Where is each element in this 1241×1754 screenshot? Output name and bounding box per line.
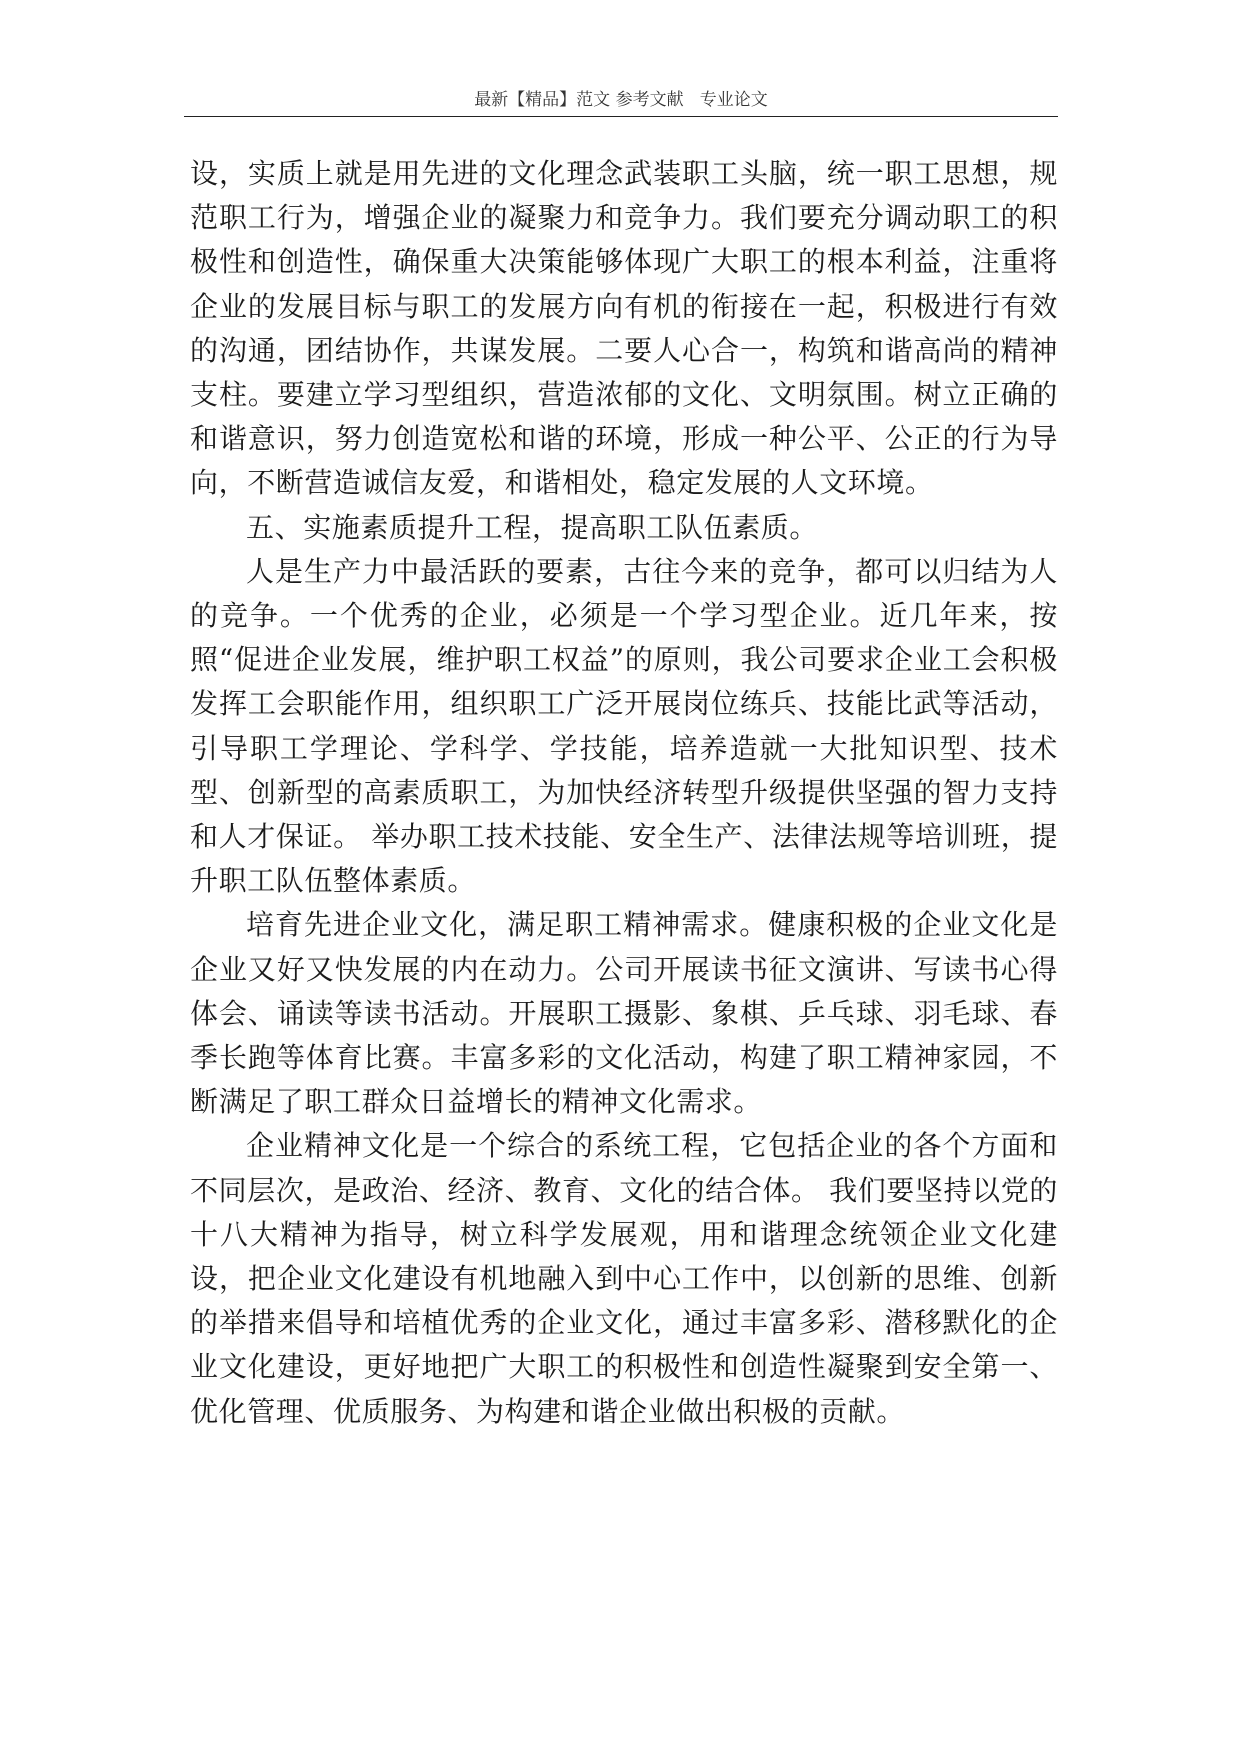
paragraph-culture: 培育先进企业文化，满足职工精神需求。健康积极的企业文化是企业又好又快发展的内在动力。公司开展读书征文演讲、写读书心得体会、诵读等读书活动。开展职工摄影、象棋、乒乓球、羽毛球、春季长跑等体育比赛。丰富多彩的文化活动，构建了职工精神家园，不断满足了职工群众日益增长的精神文化需求。 <box>190 908 1058 1119</box>
paragraph-quality: 人是生产力中最活跃的要素，古往今来的竞争，都可以归结为人的竞争。一个优秀的企业，必须是一个学习型企业。近几年来，按照“促进企业发展，维护职工权益”的原则，我公司要求企业工会积极发挥工会职能作用，组织职工广泛开展岗位练兵、技能比武等活动，引导职工学理论、学科学、学技能，培养造就一大批知识型、技术型、创新型的高素质职工，为加快经济转型升级提供坚强的智力支持和人才保证。 举办职工技术技能、安全生产、法律法规等培训班，提升职工队伍整体素质。 <box>190 554 1058 898</box>
document-body <box>190 152 1058 1434</box>
page-header: 最新【精品】范文 参考文献 专业论文 <box>474 90 768 110</box>
section-heading: 五、实施素质提升工程，提高职工队伍素质。 <box>246 510 819 544</box>
paragraph-conclusion: 企业精神文化是一个综合的系统工程，它包括企业的各个方面和不同层次，是政治、经济、教育、文化的结合体。 我们要坚持以党的十八大精神为指导，树立科学发展观，用和谐理念统领企业文化建设，把企业文化建设有机地融入到中心工作中，以创新的思维、创新的举措来倡导和培植优秀的企业文化，通过丰富多彩、潜移默化的企业文化建设，更好地把广大职工的积极性和创造性凝聚到安全第一、优化管理、优质服务、为构建和谐企业做出积极的贡献。 <box>190 1129 1058 1428</box>
header-rule <box>184 116 1058 117</box>
paragraph-continuation: 设，实质上就是用先进的文化理念武装职工头脑，统一职工思想，规范职工行为，增强企业的凝聚力和竞争力。我们要充分调动职工的积极性和创造性，确保重大决策能够体现广大职工的根本利益，注重将企业的发展目标与职工的发展方向有机的衔接在一起，积极进行有效的沟通，团结协作，共谋发展。二要人心合一，构筑和谐高尚的精神支柱。要建立学习型组织，营造浓郁的文化、文明氛围。树立正确的和谐意识，努力创造宽松和谐的环境，形成一种公平、公正的行为导向，不断营造诚信友爱，和谐相处，稳定发展的人文环境。 <box>190 157 1058 500</box>
